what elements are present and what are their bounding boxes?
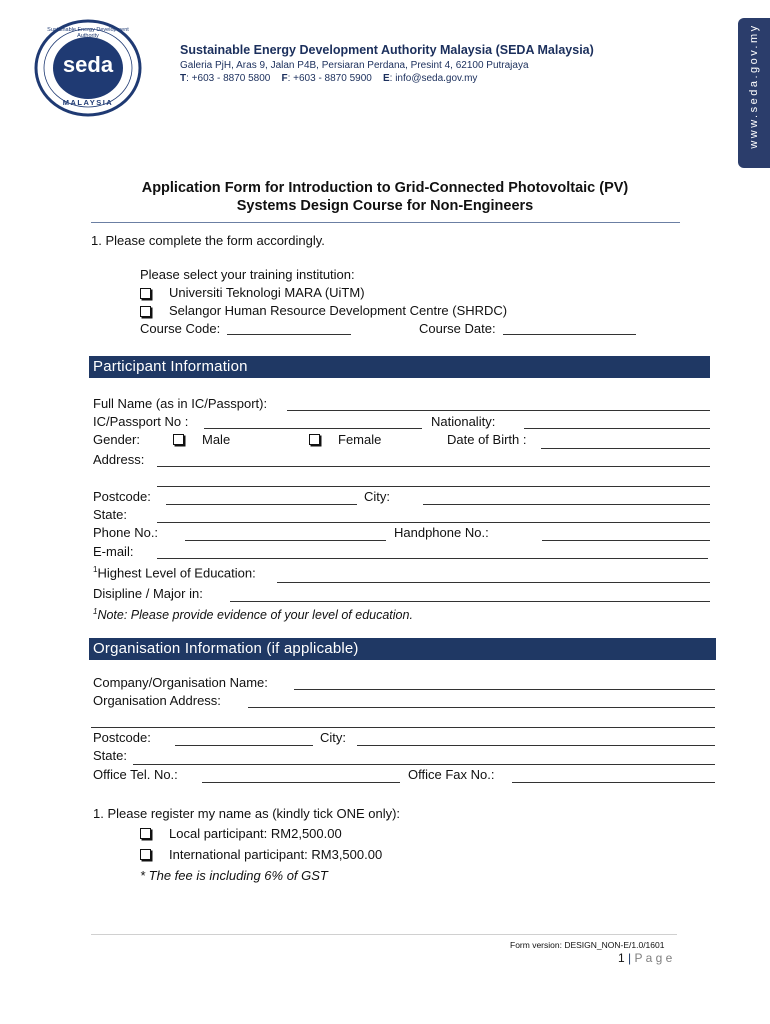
male-label: Male bbox=[202, 432, 231, 447]
discipline-label: Disipline / Major in: bbox=[93, 586, 203, 601]
course-date-label: Course Date: bbox=[419, 321, 496, 336]
email-label: E-mail: bbox=[93, 544, 134, 559]
fax-value: : +603 - 8870 5900 bbox=[287, 73, 372, 84]
male-checkbox[interactable] bbox=[173, 434, 184, 445]
page-separator: | bbox=[628, 951, 632, 965]
state-label: State: bbox=[93, 507, 127, 522]
gst-note: * The fee is including 6% of GST bbox=[140, 868, 328, 883]
phone-label: Phone No.: bbox=[93, 525, 159, 540]
international-participant-label: International participant: RM3,500.00 bbox=[169, 847, 383, 862]
dob-label: Date of Birth : bbox=[447, 432, 527, 447]
form-version: Form version: DESIGN_NON-E/1.0/1601 bbox=[510, 940, 665, 950]
office-fax-label: Office Fax No.: bbox=[408, 767, 495, 782]
seda-logo bbox=[33, 18, 143, 118]
address-field-line2[interactable] bbox=[157, 486, 710, 487]
org-address-field-line2[interactable] bbox=[91, 727, 715, 728]
org-address-label: Organisation Address: bbox=[93, 693, 221, 708]
city-field[interactable] bbox=[423, 504, 710, 505]
address-label: Address: bbox=[93, 452, 145, 467]
page-number: 1 bbox=[618, 951, 625, 965]
footer-divider bbox=[91, 934, 677, 935]
female-label: Female bbox=[338, 432, 382, 447]
org-name: Sustainable Energy Development Authority Malaysia (SEDA Malaysia) bbox=[180, 43, 594, 57]
note-footnote-mark: 1 bbox=[93, 607, 98, 616]
email-value: : info@seda.gov.my bbox=[389, 73, 478, 84]
company-field[interactable] bbox=[294, 689, 715, 690]
tel-label: T bbox=[180, 73, 187, 84]
organisation-section-header: Organisation Information (if applicable) bbox=[89, 638, 716, 660]
form-title-line2: Systems Design Course for Non-Engineers bbox=[236, 198, 534, 214]
page-indicator bbox=[618, 950, 672, 966]
title-divider bbox=[91, 222, 680, 223]
uitm-option-label: Universiti Teknologi MARA (UiTM) bbox=[169, 285, 365, 300]
dob-field[interactable] bbox=[541, 448, 710, 449]
education-field[interactable] bbox=[277, 582, 710, 583]
education-note bbox=[93, 604, 413, 623]
step1-text: 1. Please complete the form accordingly. bbox=[91, 233, 325, 248]
select-prompt: Please select your training institution: bbox=[140, 267, 355, 282]
logo-country: MALAYSIA bbox=[62, 98, 114, 107]
ic-label: IC/Passport No : bbox=[93, 414, 189, 429]
register-prompt: 1. Please register my name as (kindly tick ONE only): bbox=[93, 806, 401, 821]
education-note-text: Note: Please provide evidence of your level of education. bbox=[97, 608, 413, 623]
handphone-field[interactable] bbox=[542, 540, 710, 541]
postcode-field[interactable] bbox=[166, 504, 357, 505]
email-label: E bbox=[382, 73, 390, 84]
logo-ring-text: Sustainable Energy Development Authority bbox=[47, 27, 129, 39]
education-footnote-mark: 1 bbox=[93, 565, 98, 574]
office-fax-field[interactable] bbox=[512, 782, 715, 783]
international-participant-checkbox[interactable] bbox=[140, 849, 151, 860]
full-name-label: Full Name (as in IC/Passport): bbox=[93, 396, 268, 411]
fax-label: F bbox=[281, 73, 288, 84]
gender-label: Gender: bbox=[93, 432, 140, 447]
page-label: P a g e bbox=[634, 951, 673, 965]
tel-value: : +603 - 8870 5800 bbox=[186, 73, 271, 84]
nationality-field[interactable] bbox=[524, 428, 710, 429]
org-postcode-field[interactable] bbox=[175, 745, 313, 746]
email-field[interactable] bbox=[157, 558, 708, 559]
education-label-text: Highest Level of Education: bbox=[97, 565, 256, 581]
org-address: Galeria PjH, Aras 9, Jalan P4B, Persiaran Perdana, Presint 4, 62100 Putrajaya bbox=[180, 60, 529, 71]
shrdc-option-label: Selangor Human Resource Development Centre (SHRDC) bbox=[169, 303, 508, 318]
nationality-label: Nationality: bbox=[431, 414, 496, 429]
org-state-field[interactable] bbox=[133, 764, 715, 765]
education-label bbox=[93, 562, 256, 581]
postcode-label: Postcode: bbox=[93, 489, 151, 504]
discipline-field[interactable] bbox=[230, 601, 710, 602]
company-label: Company/Organisation Name: bbox=[93, 675, 268, 690]
participant-section-header: Participant Information bbox=[89, 356, 710, 378]
course-code-label: Course Code: bbox=[140, 321, 221, 336]
side-url-text: www.seda.gov.my bbox=[748, 23, 760, 149]
org-postcode-label: Postcode: bbox=[93, 730, 151, 745]
shrdc-checkbox[interactable] bbox=[140, 306, 151, 317]
local-participant-checkbox[interactable] bbox=[140, 828, 151, 839]
ic-field[interactable] bbox=[204, 428, 422, 429]
org-city-field[interactable] bbox=[357, 745, 715, 746]
city-label: City: bbox=[364, 489, 390, 504]
office-tel-label: Office Tel. No.: bbox=[93, 767, 178, 782]
course-date-field[interactable] bbox=[503, 334, 636, 335]
org-city-label: City: bbox=[320, 730, 346, 745]
phone-field[interactable] bbox=[185, 540, 386, 541]
handphone-label: Handphone No.: bbox=[394, 525, 489, 540]
org-contacts bbox=[180, 71, 477, 87]
org-address-field-line1[interactable] bbox=[248, 707, 715, 708]
org-state-label: State: bbox=[93, 748, 127, 763]
local-participant-label: Local participant: RM2,500.00 bbox=[169, 826, 342, 841]
form-title-line1: Application Form for Introduction to Grid-Connected Photovoltaic (PV) bbox=[141, 180, 629, 196]
office-tel-field[interactable] bbox=[202, 782, 400, 783]
course-code-field[interactable] bbox=[227, 334, 351, 335]
female-checkbox[interactable] bbox=[309, 434, 320, 445]
state-field[interactable] bbox=[157, 522, 710, 523]
full-name-field[interactable] bbox=[287, 410, 710, 411]
side-url-tab bbox=[738, 18, 770, 168]
address-field-line1[interactable] bbox=[157, 466, 710, 467]
uitm-checkbox[interactable] bbox=[140, 288, 151, 299]
logo-wordmark: seda bbox=[62, 52, 114, 77]
